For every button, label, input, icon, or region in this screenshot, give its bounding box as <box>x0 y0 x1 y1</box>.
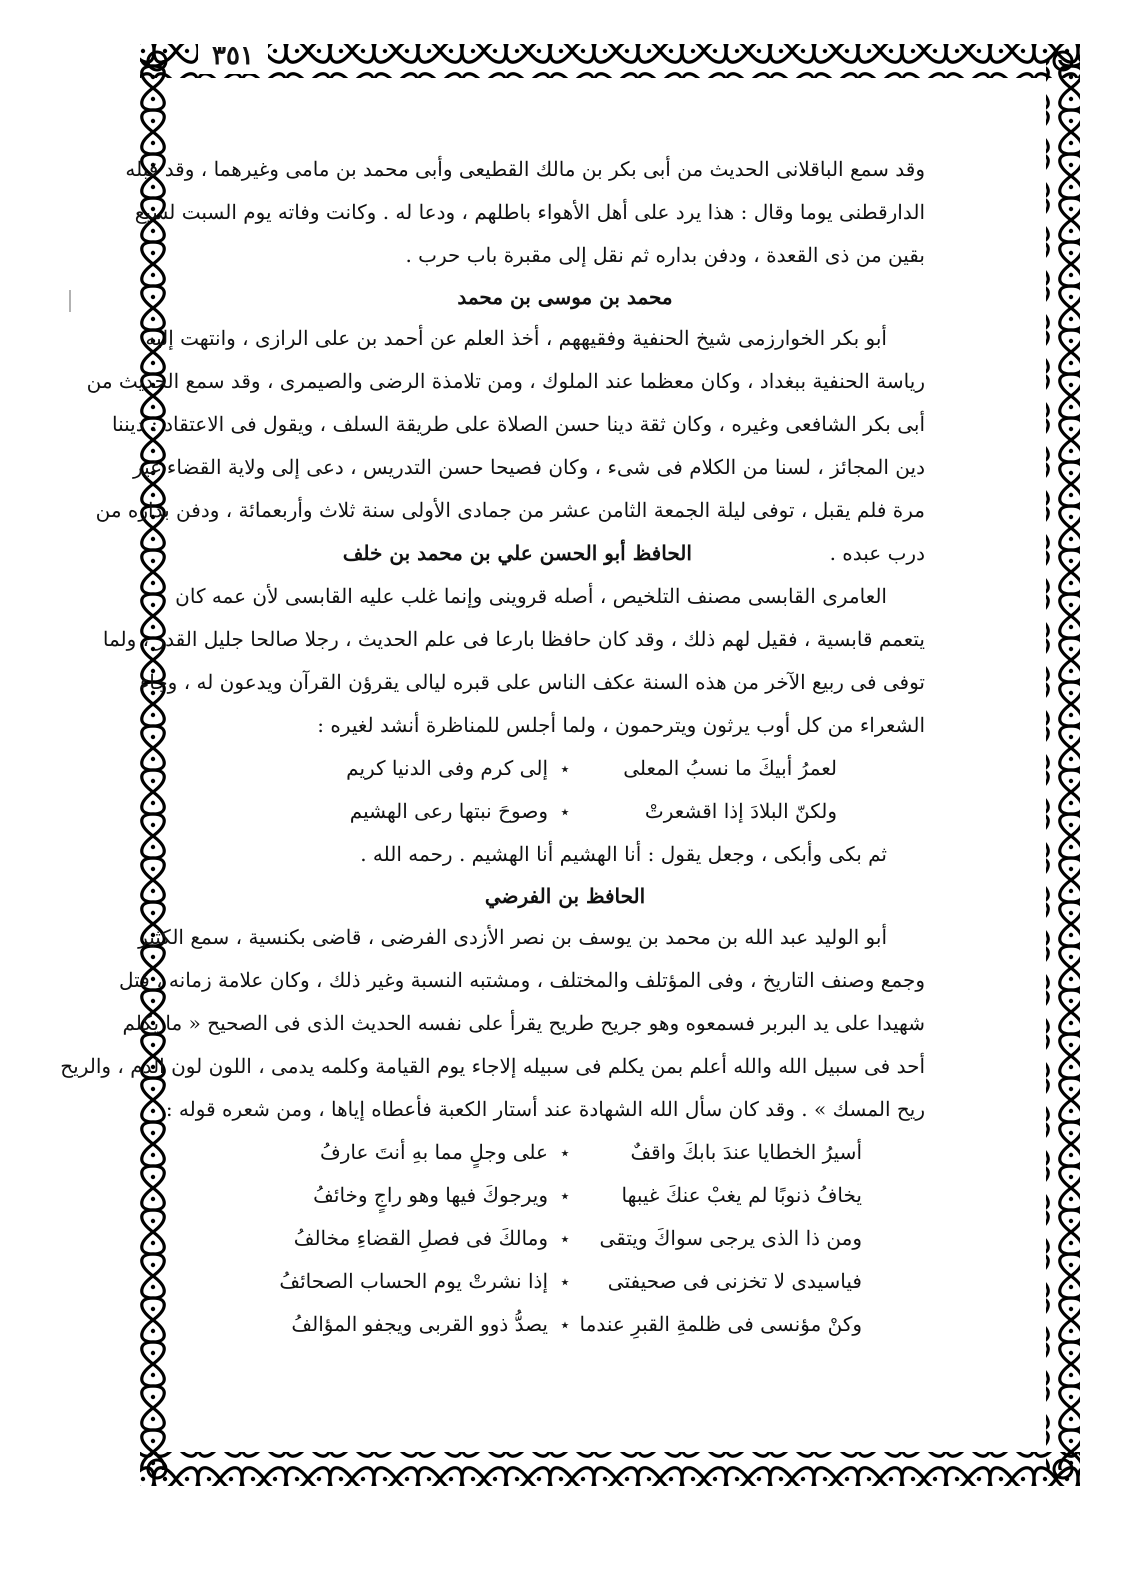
poem-verse <box>205 1174 925 1217</box>
poem-verse <box>205 747 925 790</box>
text-line: مرة فلم يقبل ، توفى ليلة الجمعة الثامن عشر من جمادى الأولى سنة ثلاث وأربعمائة ، ودفن بداره من <box>95 498 925 522</box>
text-line: يتعمم قابسية ، فقيل لهم ذلك ، وقد كان حافظا بارعا فى علم الحديث ، رجلا صالحا جليل القدر ، ولما <box>102 627 925 651</box>
verse-separator: ٭ <box>560 1272 570 1291</box>
heading-row <box>205 532 925 575</box>
text-line: أحد فى سبيل الله والله أعلم بمن يكلم فى سبيله إلاجاء يوم القيامة وكلمه يدمى ، اللون لون الدم ، والريح <box>60 1054 925 1078</box>
verse-second-hemistich: ويرجوكَ فيها وهو راجٍ وخائفُ <box>313 1183 548 1207</box>
text-line: أبو الوليد عبد الله بن محمد بن يوسف بن نصر الأزدى الفرضى ، قاضى بكنسية ، سمع الكثير <box>138 925 887 949</box>
verse-second-hemistich: ومالكَ فى فصلِ القضاءِ مخالفُ <box>293 1226 548 1250</box>
text-line: دين المجائز ، لسنا من الكلام فى شىء ، وكان فصيحا حسن التدريس ، دعى إلى ولاية القضاء غير <box>133 455 925 479</box>
poem-verse <box>205 1131 925 1174</box>
verse-first-hemistich: وكنْ مؤنسى فى ظلمةِ القبرِ عندما <box>579 1312 862 1336</box>
text-line: شهيدا على يد البربر فسمعوه وهو جريح طريح يقرأ على نفسه الحديث الذى فى الصحيح « ما يكلم <box>122 1011 925 1035</box>
verse-second-hemistich: على وجلٍ مما بهِ أنتَ عارفُ <box>319 1140 548 1164</box>
section-heading: محمد بن موسى بن محمد <box>457 285 673 309</box>
poem-verse <box>205 790 925 833</box>
text-line: توفى فى ربيع الآخر من هذه السنة عكف الناس على قبره ليالى يقرؤن القرآن ويدعون له ، وجاء <box>139 670 925 694</box>
text-line: أبى بكر الشافعى وغيره ، وكان ثقة دينا حسن الصلاة على طريقة السلف ، ويقول فى الاعتقاد : ديننا <box>112 412 925 436</box>
text-line: وجمع وصنف التاريخ ، وفى المؤتلف والمختلف ، ومشتبه النسبة وغير ذلك ، وكان علامة زمانه ، قتل <box>119 968 925 992</box>
verse-separator: ٭ <box>560 802 570 821</box>
text-line: الدارقطنى يوما وقال : هذا يرد على أهل الأهواء باطلهم ، ودعا له . وكانت وفاته يوم السبت لسبع <box>134 200 925 224</box>
verse-first-hemistich: لعمرُ أبيكَ ما نسبُ المعلى <box>623 756 837 780</box>
text-line-end: درب عبده . <box>829 541 925 565</box>
poem-verse <box>205 1217 925 1260</box>
text-line: رياسة الحنفية ببغداد ، وكان معظما عند الملوك ، ومن تلامذة الرضى والصيمرى ، وقد سمع الحديث من <box>86 369 925 393</box>
verse-second-hemistich: وصوحَ نبتها رعى الهشيم <box>349 799 548 823</box>
text-line: ريح المسك » . وقد كان سأل الله الشهادة عند أستار الكعبة فأعطاه إياها ، ومن شعره قوله : <box>165 1097 925 1121</box>
text-line: العامرى القابسى مصنف التلخيص ، أصله قروينى وإنما غلب عليه القابسى لأن عمه كان <box>175 584 887 608</box>
text-line: بقين من ذى القعدة ، ودفن بداره ثم نقل إلى مقبرة باب حرب . <box>405 243 925 267</box>
verse-separator: ٭ <box>560 759 570 778</box>
section-heading: الحافظ أبو الحسن علي بن محمد بن خلف <box>342 541 692 565</box>
verse-second-hemistich: إلى كرم وفى الدنيا كريم <box>346 756 548 780</box>
page-body <box>60 148 925 1346</box>
verse-first-hemistich: ولكنّ البلادَ إذا اقشعرتْ <box>644 799 837 823</box>
verse-separator: ٭ <box>560 1315 570 1334</box>
verse-separator: ٭ <box>560 1229 570 1248</box>
text-line: وقد سمع الباقلانى الحديث من أبى بكر بن مالك القطيعى وأبى محمد بن مامى وغيرهما ، وقد قبله <box>125 157 925 181</box>
section-heading: الحافظ بن الفرضي <box>484 884 646 908</box>
poem-verse <box>205 1260 925 1303</box>
page-number: ٣٥١ <box>198 38 268 74</box>
verse-second-hemistich: يصدُّ ذوو القربى ويجفو المؤالفُ <box>291 1312 548 1336</box>
text-line: أبو بكر الخوارزمى شيخ الحنفية وفقيههم ، أخذ العلم عن أحمد بن على الرازى ، وانتهت إليه <box>145 326 887 350</box>
poem-verse <box>205 1303 925 1346</box>
verse-separator: ٭ <box>560 1186 570 1205</box>
text-line: ثم بكى وأبكى ، وجعل يقول : أنا الهشيم أنا الهشيم . رحمه الله . <box>360 842 887 866</box>
verse-first-hemistich: يخافُ ذنوبًا لم يغبْ عنكَ غيبها <box>621 1183 862 1207</box>
verse-second-hemistich: إذا نشرتْ يوم الحساب الصحائفُ <box>279 1269 548 1293</box>
verse-first-hemistich: فياسيدى لا تخزنى فى صحيفتى <box>607 1269 862 1293</box>
verse-separator: ٭ <box>560 1143 570 1162</box>
text-line: الشعراء من كل أوب يرثون ويترحمون ، ولما أجلس للمناظرة أنشد لغيره : <box>317 713 925 737</box>
verse-first-hemistich: أسيرُ الخطايا عندَ بابكَ واقفٌ <box>630 1140 862 1164</box>
verse-first-hemistich: ومن ذا الذى يرجى سواكَ ويتقى <box>599 1226 862 1250</box>
